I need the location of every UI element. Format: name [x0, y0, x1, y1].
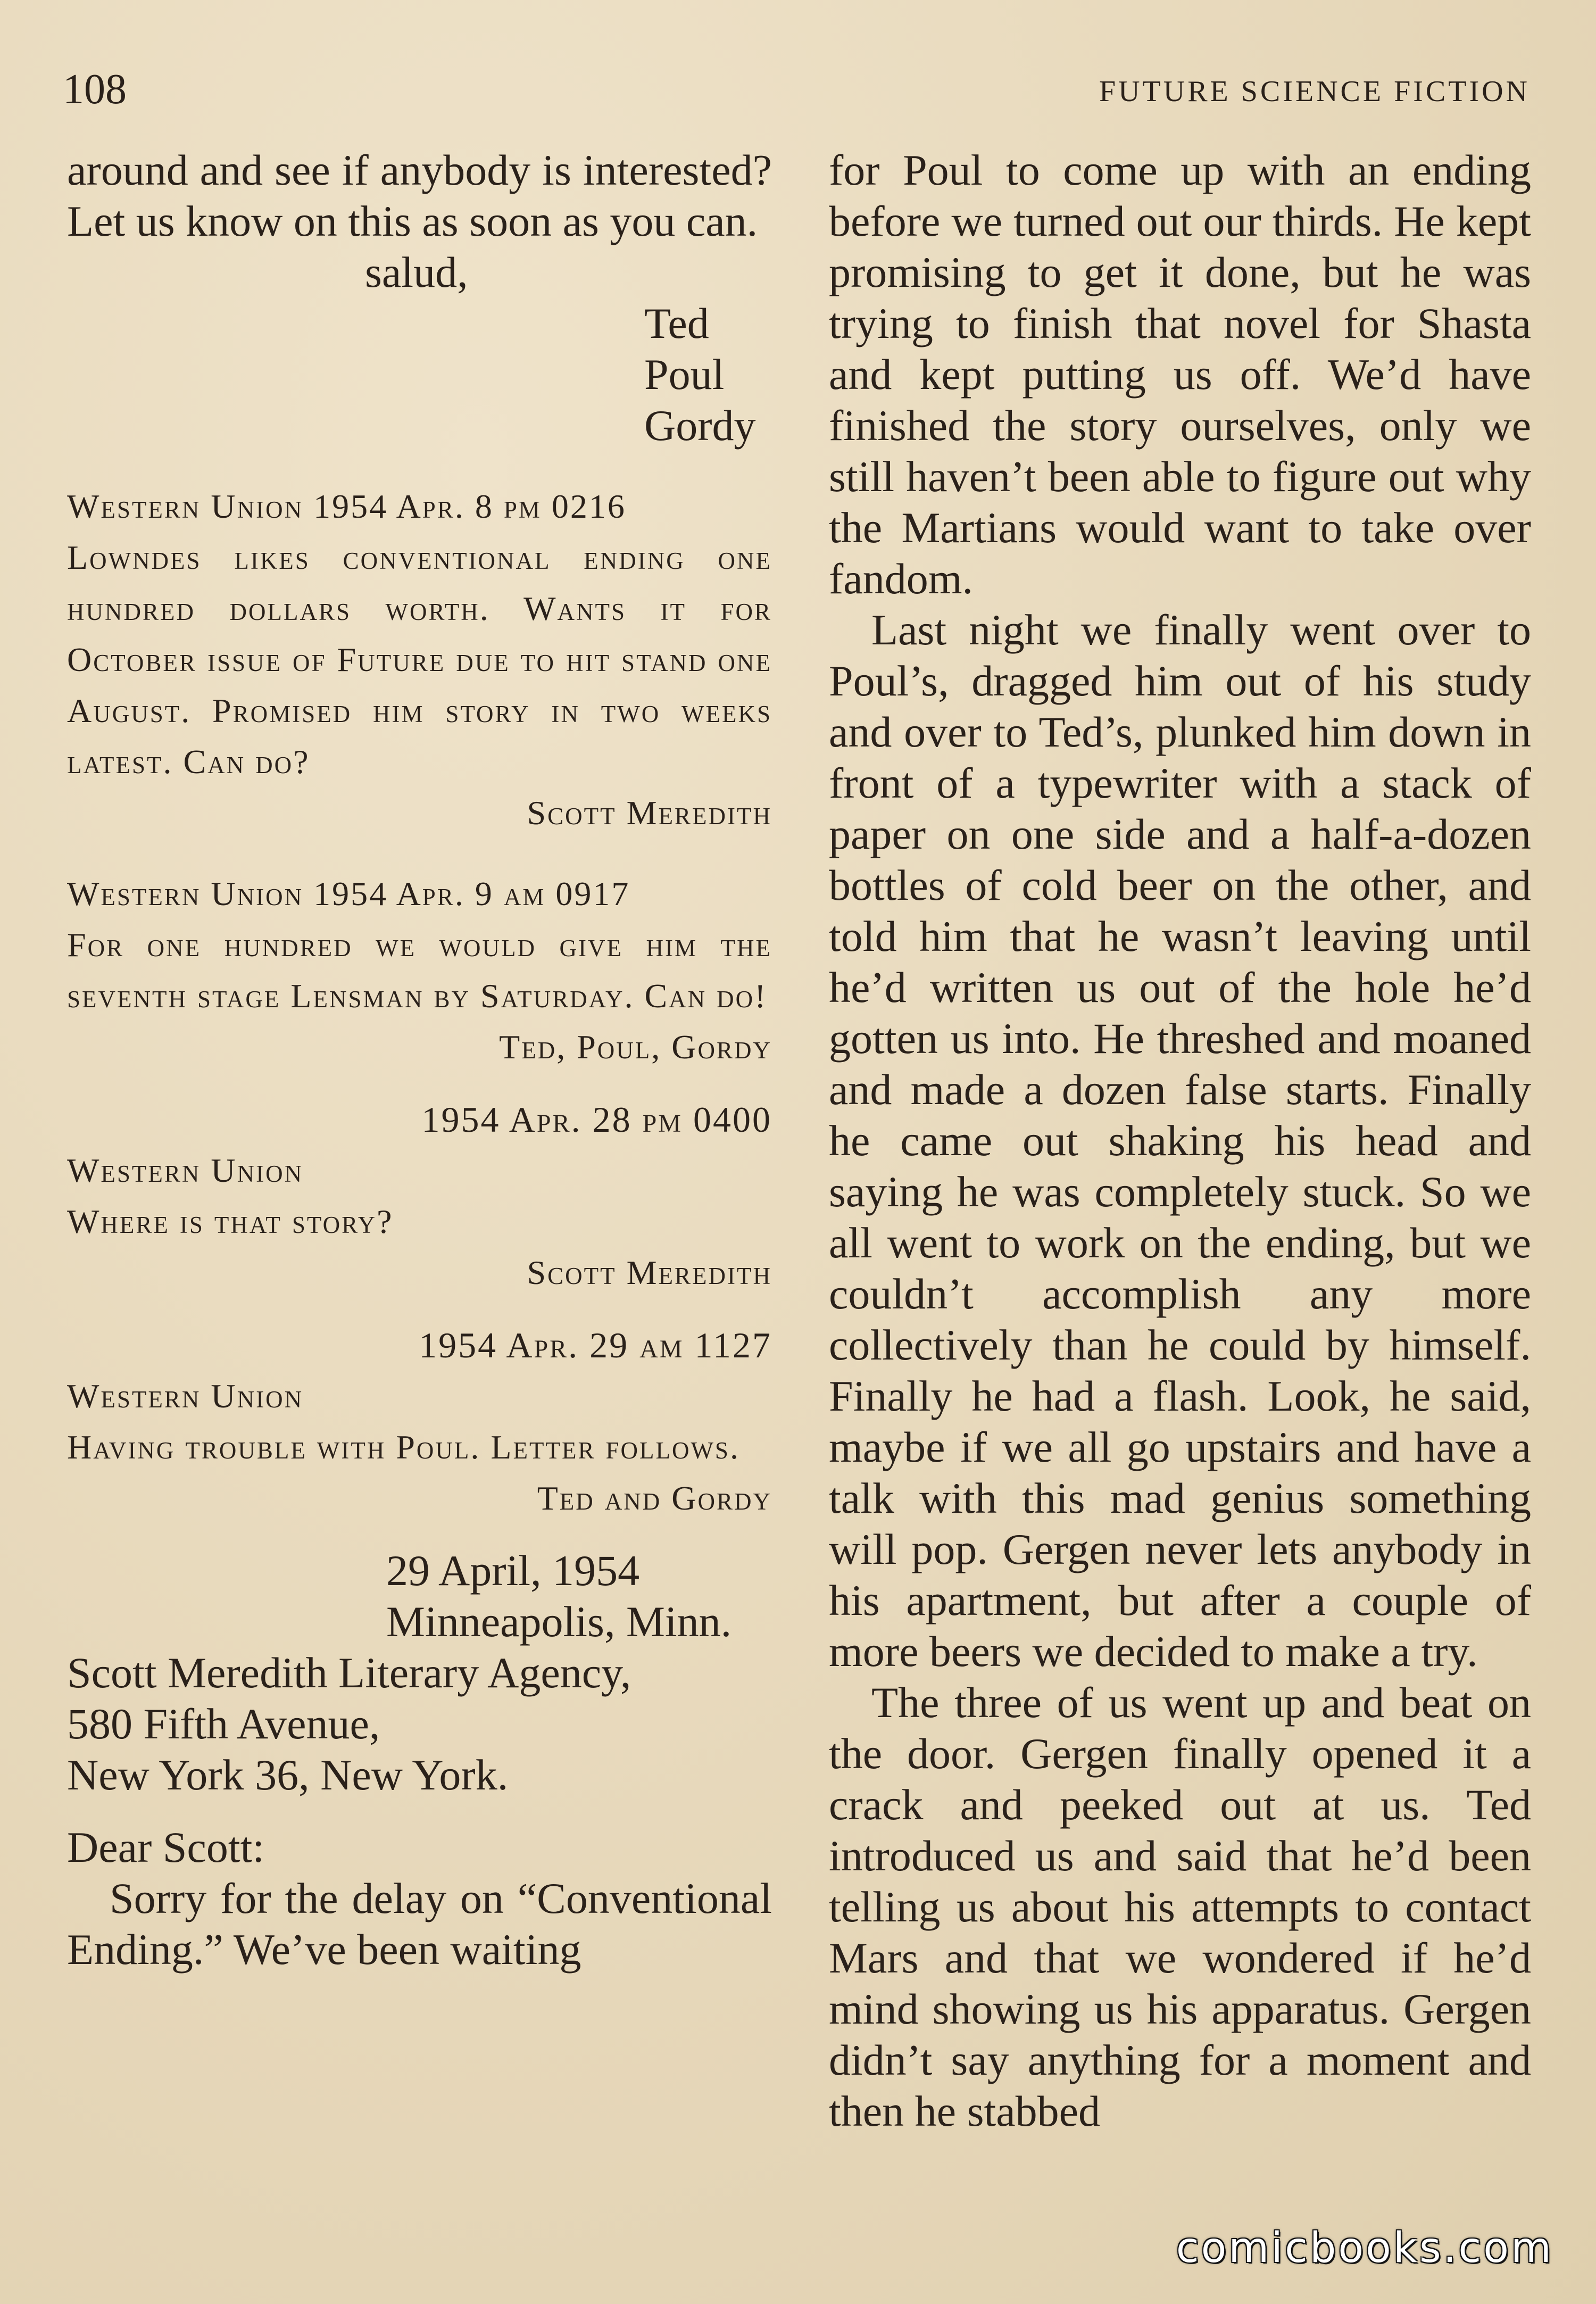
telegram-sender: Scott Meredith	[527, 794, 772, 832]
paragraph: for Poul to come up with an ending before we turned out our thirds. He kept promising to get it done, but he was trying to finish that novel for Shasta and kept putting us off. We’d have finished the story ourselves, only we still haven’t been able to figure out why the Martians would want to take over fandom.	[829, 146, 1531, 603]
telegram-line: Western Union	[67, 1151, 304, 1189]
telegram-sender: Ted, Poul, Gordy	[499, 1028, 772, 1066]
telegram-date: 1954 Apr. 28 pm 0400	[421, 1099, 772, 1140]
page-number: 108	[63, 66, 127, 113]
telegram-heading: Western Union 1954 Apr. 9 am 0917	[67, 875, 630, 913]
address-line: 580 Fifth Avenue,	[67, 1700, 380, 1748]
telegram-3	[67, 1094, 772, 1298]
left-column	[67, 145, 772, 1975]
telegram-sender: Ted and Gordy	[537, 1479, 772, 1517]
telegram-line: Western Union	[67, 1377, 304, 1415]
telegram-4	[67, 1320, 772, 1524]
telegram-body: Having trouble with Poul. Letter follows.	[67, 1428, 740, 1466]
intro-paragraph: around and see if anybody is interested? Let us know on this as soon as you can.	[67, 146, 772, 245]
letter-salutation: Dear Scott:	[67, 1823, 265, 1871]
address-line: New York 36, New York.	[67, 1751, 509, 1799]
watermark-logo: comicbooks.com	[1176, 2224, 1553, 2272]
signature-gordy: Gordy	[644, 401, 756, 450]
telegram-body: Where is that story?	[67, 1203, 394, 1240]
telegram-body: Lowndes likes conventional ending one hundred dollars worth. Wants it for October issue of Future due to hit stand one August. Promised him story in two weeks latest. Can do?	[67, 538, 772, 781]
telegram-heading: Western Union 1954 Apr. 8 pm 0216	[67, 487, 626, 525]
paragraph: The three of us went up and beat on the door. Gergen finally opened it a crack and peeked out at us. Ted introduced us and said that he’d been telling us about his attempts to contact Mars and that we wondered if he’d mind showing us his apparatus. Gergen didn’t say anything for a moment and then he stabbed	[829, 1678, 1531, 2135]
telegram-1	[67, 481, 772, 839]
telegram-body: For one hundred we would give him the seventh stage Lensman by Saturday. Can do!	[67, 926, 772, 1015]
telegram-2	[67, 868, 772, 1073]
letter-block	[67, 1545, 772, 1975]
letter-date: 29 April, 1954	[386, 1546, 640, 1595]
running-title: FUTURE SCIENCE FICTION	[1099, 75, 1530, 108]
signature-ted: Ted	[644, 299, 709, 347]
letter-place: Minneapolis, Minn.	[386, 1597, 732, 1646]
right-column	[829, 145, 1531, 2137]
paragraph: Last night we finally went over to Poul’s, dragged him out of his study and over to Ted’s, plunked him down in front of a typewriter with a stack of paper on one side and a half-a-dozen bottles of cold beer on the other, and told him that he wasn’t leaving until he’d written us out of the hole he’d gotten us into. He threshed and moaned and made a dozen false starts. Finally he came out shaking his head and saying he was completely stuck. So we all went to work on the ending, but we couldn’t accomplish any more collectively than he could by himself. Finally he had a flash. Look, he said, maybe if we all go upstairs and have a talk with this mad genius something will pop. Gergen never lets anybody in his apartment, but after a couple of more beers we decided to make a try.	[829, 606, 1531, 1676]
telegram-date: 1954 Apr. 29 am 1127	[419, 1325, 772, 1365]
address-line: Scott Meredith Literary Agency,	[67, 1648, 631, 1697]
salud-line: salud,	[365, 248, 468, 296]
telegram-sender: Scott Meredith	[527, 1254, 772, 1291]
letter-opening: Sorry for the delay on “Conventional Ending.” We’ve been waiting	[67, 1874, 772, 1974]
signature-poul: Poul	[644, 350, 725, 399]
